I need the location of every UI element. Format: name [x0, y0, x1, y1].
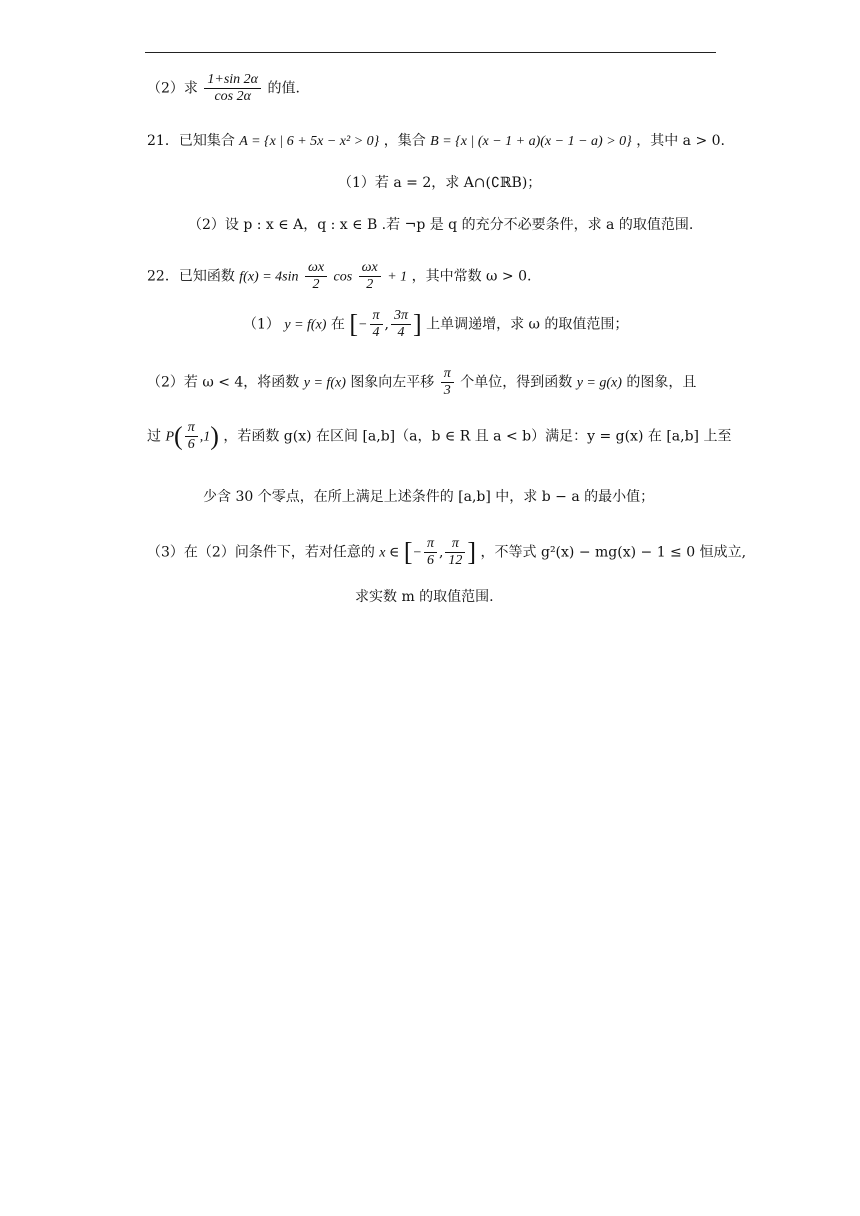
q22-interval1-left-den: 4 [372, 325, 380, 340]
q22-part2-e: 过 [147, 428, 161, 445]
q21-part2-text: （2）设 p : x ∈ A，q : x ∈ B .若 ¬p 是 q 的充分不必要条件，求 a 的取值范围. [188, 217, 694, 233]
q22-part1-in: 在 [330, 316, 345, 333]
q20-fraction [204, 72, 261, 105]
q22-interval1-left-num: π [370, 308, 383, 325]
q22-frac2-den: 2 [366, 277, 374, 292]
q22-interval1-right [391, 308, 411, 341]
q22-part2-line2: 过 P( $\frac{\pi}{6}$ ,1) ，若函数 g(x) 在区间 [a,b]（a，b ∈ R 且 a < b）满足：y = g(x) 在 [a,b] 上至 [147, 420, 732, 452]
q22-frac1-num: ωx [305, 260, 327, 277]
q21-part2 [188, 214, 693, 234]
q22-part1: （1） y = f(x) 在 [− $\frac{\pi}{4}$ , $\frac{3\pi}{4}$ ] 上单调递增，求 ω 的取值范围； [243, 308, 629, 340]
q21-part1-text: （1）若 a = 2，求 A∩(∁ℝB)； [338, 175, 542, 191]
q22-part2-line3 [203, 486, 654, 506]
q22-point-y: ,1 [199, 429, 211, 445]
q22-part3-left-den: 6 [426, 553, 434, 568]
q22-cos: cos [333, 269, 353, 285]
q22-point-num: π [185, 420, 198, 437]
q22-part3-left [424, 536, 437, 569]
q22-part3-right-num: π [445, 536, 465, 553]
q22-frac2 [359, 260, 381, 293]
q22-part3-line1: （3）在（2）问条件下，若对任意的 x ∈ [− $\frac{\pi}{6}$ , $\frac{\pi}{12}$ ] ，不等式 g²(x) − mg(x) − 1 ≤ 0 恒成立, [147, 536, 747, 568]
q22-part3-x: x ∈ [379, 545, 400, 561]
q22-point-frac [185, 420, 198, 453]
q22-func-prefix: f(x) = 4sin [239, 269, 299, 285]
q21-label: 21．已知集合 [147, 133, 235, 149]
q20-part2 [147, 72, 300, 105]
q22-frac1-den: 2 [312, 277, 320, 292]
q22-part3-right-den: 12 [448, 553, 463, 568]
q22-interval1-open: [ [349, 309, 359, 339]
q20-frac-den: cos 2α [214, 89, 251, 104]
q22-interval1-right-num: 3π [391, 308, 411, 325]
q22-part2-c: 个单位，得到函数 [460, 374, 573, 391]
q22-tail: ，其中常数 ω > 0. [411, 268, 532, 285]
q22-part3-line2 [355, 586, 494, 606]
q22-part3-right [445, 536, 465, 569]
q21-part1 [338, 172, 541, 192]
q22-label: 22．已知函数 [147, 268, 235, 285]
q22-part3-left-num: π [424, 536, 437, 553]
q20-frac-num: 1+sin 2α [204, 72, 261, 89]
q22-shift-num: π [441, 366, 454, 383]
q22-part2-d: 的图象，且 [626, 374, 697, 391]
q22-part3-b: ，不等式 g²(x) − mg(x) − 1 ≤ 0 恒成立, [480, 544, 747, 561]
q22-part3-c: 求实数 m 的取值范围. [355, 589, 494, 605]
q21-mid: ，集合 [383, 133, 426, 149]
q22-point-label: P [165, 429, 175, 445]
q22-part2-line1 [147, 366, 696, 399]
q22-part2-b: 图象向左平移 [350, 374, 435, 391]
q22-part1-suffix: 上单调递增，求 ω 的取值范围； [426, 316, 629, 333]
q22-part2-a: （2）若 ω < 4，将函数 [147, 374, 300, 391]
header-rule [145, 52, 716, 53]
q22-part2-g: y = g(x) [576, 375, 622, 391]
q22-part2-f: ，若函数 g(x) 在区间 [a,b]（a，b ∈ R 且 a < b）满足：y = g(x) 在 [a,b] 上至 [223, 428, 732, 445]
q21-tail: ，其中 a > 0. [636, 133, 725, 149]
q20-part2-suffix: 的值. [267, 80, 300, 97]
q22-interval1-close: ] [412, 309, 422, 339]
q22-interval1-left [370, 308, 383, 341]
q22-func-suffix: + 1 [387, 269, 408, 285]
q22-part2-func: y = f(x) [303, 375, 346, 391]
q20-part2-prefix: （2）求 [147, 80, 198, 97]
q21-set-a: A = {x | 6 + 5x − x² > 0} [239, 134, 380, 149]
q22-interval1-right-den: 4 [397, 325, 405, 340]
q22-shift-den: 3 [443, 383, 451, 398]
q21-stem [147, 130, 725, 150]
q22-part2-g2: 少含 30 个零点，在所上满足上述条件的 [a,b] 中，求 b − a 的最小值； [203, 489, 655, 505]
q22-shift-frac [441, 366, 454, 399]
q22-part1-func: y = f(x) [284, 317, 327, 333]
q22-stem [147, 260, 531, 293]
q22-frac2-num: ωx [359, 260, 381, 277]
q21-set-b: B = {x | (x − 1 + a)(x − 1 − a) > 0} [430, 134, 632, 149]
q22-part1-prefix: （1） [243, 316, 280, 333]
q22-frac1 [305, 260, 327, 293]
q22-part3-a: （3）在（2）问条件下，若对任意的 [147, 544, 375, 561]
q22-point-den: 6 [187, 437, 195, 452]
